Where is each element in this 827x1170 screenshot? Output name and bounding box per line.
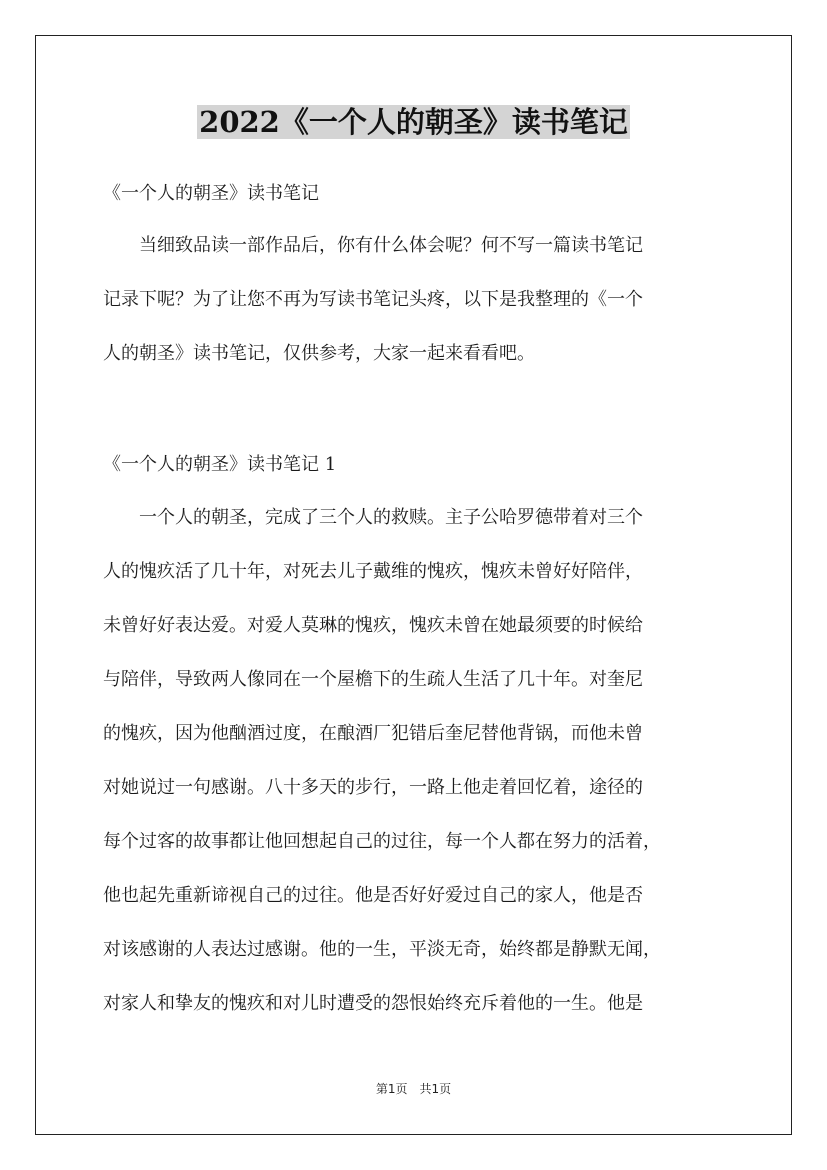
document-subtitle: 《一个人的朝圣》读书笔记 [103, 183, 319, 204]
body-line: 对该感谢的人表达过感谢。他的一生，平淡无奇，始终都是静默无闻， [103, 939, 661, 960]
intro-paragraph [103, 219, 739, 381]
intro-line: 人的朝圣》读书笔记，仅供参考，大家一起来看看吧。 [103, 343, 535, 364]
body-line: 他也起先重新谛视自己的过往。他是否好好爱过自己的家人，他是否 [103, 885, 643, 906]
body-line: 与陪伴，导致两人像同在一个屋檐下的生疏人生活了几十年。对奎尼 [103, 669, 643, 690]
intro-line: 当细致品读一部作品后，你有什么体会呢？何不写一篇读书笔记 [103, 235, 643, 256]
intro-line: 记录下呢？为了让您不再为写读书笔记头疼，以下是我整理的《一个 [103, 289, 643, 310]
body-line: 的愧疚，因为他酗酒过度，在酿酒厂犯错后奎尼替他背锅，而他未曾 [103, 723, 643, 744]
body-line: 一个人的朝圣，完成了三个人的救赎。主子公哈罗德带着对三个 [103, 507, 643, 528]
page-footer: 第1页 共1页 [375, 1082, 452, 1096]
document-title: 2022《一个人的朝圣》读书笔记 [199, 105, 628, 139]
body-line: 人的愧疚活了几十年，对死去儿子戴维的愧疚，愧疚未曾好好陪伴， [103, 561, 643, 582]
body-paragraph [103, 491, 739, 1031]
body-line: 对家人和挚友的愧疚和对儿时遭受的怨恨始终充斥着他的一生。他是 [103, 993, 643, 1014]
body-line: 未曾好好表达爱。对爱人莫琳的愧疚，愧疚未曾在她最须要的时候给 [103, 615, 643, 636]
body-line: 每个过客的故事都让他回想起自己的过往，每一个人都在努力的活着， [103, 831, 661, 852]
body-line: 对她说过一句感谢。八十多天的步行，一路上他走着回忆着，途径的 [103, 777, 643, 798]
section-heading: 《一个人的朝圣》读书笔记 1 [103, 454, 337, 475]
